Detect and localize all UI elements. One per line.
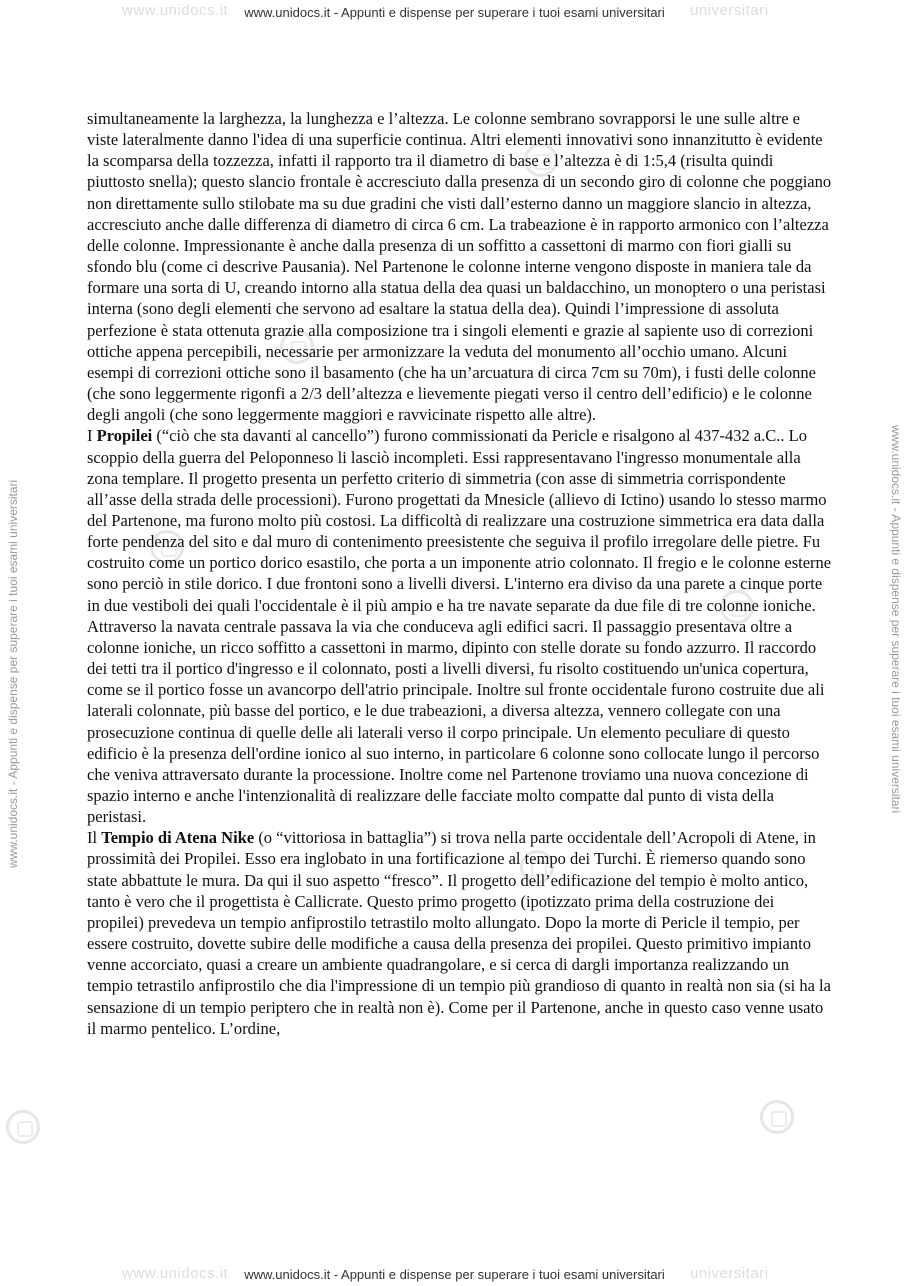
paragraph-text: (o “vittoriosa in battaglia”) si trova nella parte occidentale dell’Acropoli di Atene, in prossimità dei Propilei. Esso era inglobato in una fortificazione al tempo dei Turchi. È riemerso quando sono state abbattute le mura. Da qui il suo aspetto “fresco”. Il progetto dell’edificazione del tempio è molto antico, tanto è vero che il progettista è Callicrate. Questo primo progetto (ipotizzato prima della costruzione dei propilei) prevedeva un tempio anfiprostilo tetrastilo molto allungato. Dopo la morte di Pericle il tempio, per essere costruito, dovette subire delle modifiche a causa della presenza dei propilei. Questo primitivo impianto venne accorciato, quasi a creare un ambiente quadrangolare, e si cerca di dargli importanza realizzando un tempio tetrastilo anfiprostilo che dia l'impressione di un tempio più grandioso di quanto in realtà non sia (si ha la sensazione di un tempio periptero che in realtà non è). Come per il Partenone, anche in questo caso venne usato il marmo pentelico. L’ordine, (87, 828, 831, 1038)
document-body (87, 108, 832, 1039)
paragraph-prefix: I (87, 426, 97, 446)
paragraph-text: simultaneamente la larghezza, la lunghezza e l’altezza. Le colonne sembrano sovrapporsi le une sulle altre e viste lateralmente danno l'idea di una superficie continua. Altri elementi innovativi sono innanzitutto è evidente la scomparsa della tozzezza, infatti il rapporto tra il diametro di base e l’altezza è di 1:5,4 (risulta quindi piuttosto snella); questo slancio frontale è accresciuto dalla presenza di un secondo giro di colonne che poggiano non direttamente sullo stilobate ma su due gradini che visti dall’esterno danno un maggiore slancio in altezza, accresciuto anche dalle differenza di diametro di circa 6 cm. La trabeazione è in rapporto armonico con l’altezza delle colonne. Impressionante è anche dalla presenza di un soffitto a cassettoni di marmo con fiori gialli su sfondo blu (come ci descrive Pausania). Nel Partenone le colonne interne vengono disposte in maniera tale da formare una sorta di U, creando intorno alla statua della dea quasi un baldacchino, un monoptero o una peristasi interna (sono degli elementi che servono ad esaltare la statua della dea). Quindi l’impressione di assoluta perfezione è stata ottenuta grazie alla composizione tra i singoli elementi e grazie al sapiente uso di correzioni ottiche appena percepibili, necessarie per armonizzare la veduta del monumento all’occhio umano. Alcuni esempi di correzioni ottiche sono il basamento (che ha un’arcuatura di circa 7cm su 70m), i fusti delle colonne (che sono leggermente rigonfi a 2/3 dell’altezza e lievemente piegati verso il centro dell’edificio) e le colonne degli angoli (che sono leggermente maggiori e ravvicinate rispetto alle altre). (87, 109, 832, 425)
bold-heading-propilei: Propilei (96, 426, 153, 446)
paragraph-text: (“ciò che sta davanti al cancello”) furono commissionati da Pericle e risalgono al 437-432 a.C.. Lo scoppio della guerra del Peloponneso li lasciò incompleti. Essi rappresentavano l'ingresso monumentale alla zona templare. Il progetto presenta un perfetto criterio di simmetria (con asse di simmetria corrispondente all’asse della strada delle processioni). Furono progettati da Mnesicle (allievo di Ictino) usando lo stesso marmo del Partenone, ma furono molto più costosi. La difficoltà di realizzare una costruzione simmetrica era data dalla forte pendenza del sito e dal muro di contenimento preesistente che seguiva il profilo irregolare delle pietre. Fu costruito come un portico dorico esastilo, che porta a un imponente atrio colonnato. Il fregio e le colonne esterne sono perciò in stile dorico. I due frontoni sono a livelli diversi. L'interno era diviso da una parete a cinque porte in due vestiboli dei quali l'occidentale è il più ampio e ha tre navate separate da due file di tre colonne ioniche. Attraverso la navata centrale passava la via che conduceva agli edifici sacri. Il passaggio presentava oltre a colonne ioniche, un ricco soffitto a cassettoni in marmo, dipinto con stelle dorate su fondo azzurro. Il raccordo dei tetti tra il portico d'ingresso e il colonnato, posti a livelli diversi, fu risolto costituendo un'unica copertura, come se il portico fosse un avancorpo dell'atrio principale. Inoltre sul fronte occidentale furono costruite due ali laterali colonnate, più basse del portico, e le due trabeazioni, a diversa altezza, vennero collegate con una prosecuzione continua di quelle delle ali laterali verso il corpo principale. Un elemento peculiare di questo edificio è la presenza dell'ordine ionico al suo interno, in particolare 6 colonne sono collocate lungo il percorso che veniva attraversato durante la processione. Inoltre come nel Partenone troviamo una nuova concezione di spazio interno e anche l'intenzionalità di realizzare delle facciate molto compatte dal punto di vista della peristasi. (87, 426, 832, 827)
faint-watermark-right-bottom: universitari (690, 1265, 769, 1282)
watermark-logo-icon (6, 1110, 40, 1144)
header-watermark: www.unidocs.it - Appunti e dispense per superare i tuoi esami universitari (244, 5, 665, 20)
faint-watermark-right: universitari (690, 2, 769, 19)
bold-heading-atena-nike: Tempio di Atena Nike (101, 828, 255, 848)
footer-watermark: www.unidocs.it - Appunti e dispense per superare i tuoi esami universitari (244, 1267, 665, 1282)
paragraph-partenone (87, 108, 832, 425)
paragraph-propilei (87, 425, 832, 827)
paragraph-prefix: Il (87, 828, 102, 848)
paragraph-atena-nike (87, 827, 832, 1039)
right-side-watermark: www.unidocs.it - Appunti e dispense per superare i tuoi esami universitari (889, 425, 903, 814)
faint-watermark-left: www.unidocs.it (122, 2, 229, 19)
watermark-logo-icon (760, 1100, 794, 1134)
faint-watermark-left-bottom: www.unidocs.it (122, 1265, 229, 1282)
left-side-watermark: www.unidocs.it - Appunti e dispense per superare i tuoi esami universitari (6, 479, 20, 868)
